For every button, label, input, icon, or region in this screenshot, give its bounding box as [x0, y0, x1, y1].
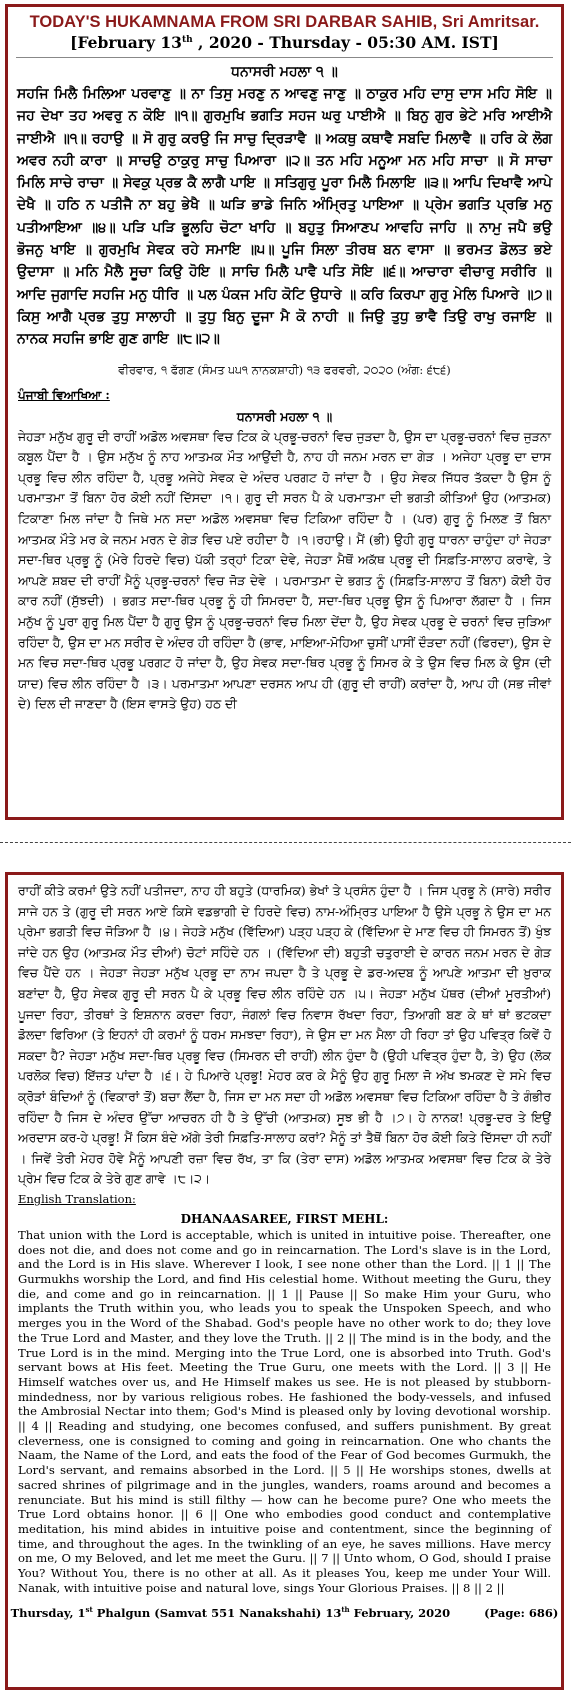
page-title: TODAY'S HUKAMNAMA FROM SRI DARBAR SAHIB, Sri Amritsar.: [29, 13, 540, 31]
english-heading: English Translation:: [18, 1191, 136, 1206]
footer-sup2: th: [341, 1605, 350, 1615]
punjabi-raag-heading: ਧਨਾਸਰੀ ਮਹਲਾ ੧ ॥: [236, 408, 333, 424]
date-sup: th: [181, 34, 193, 45]
gurbani-text: ਸਹਜਿ ਮਿਲੈ ਮਿਲਿਆ ਪਰਵਾਣੁ ॥ ਨਾ ਤਿਸੁ ਮਰਣੁ ਨ ਆਵਣੁ ਜਾਣੁ ॥ ਠਾਕੁਰ ਮਹਿ ਦਾਸੁ ਦਾਸ ਮਹਿ ਸੋਇ ॥ ਜਹ ਦੇਖਾ ਤਹ ਅਵਰੁ ਨ ਕੋਇ ॥੧॥ ਗੁਰਮੁਖਿ ਭਗਤਿ ਸਹਜ ਘਰੁ ਪਾਈਐ ॥ ਬਿਨੁ ਗੁਰ ਭੇਟੇ ਮਰਿ ਆਈਐ ਜਾਈਐ ॥੧॥ ਰਹਾਉ ॥ ਸੋ ਗੁਰੁ ਕਰਉ ਜਿ ਸਾਚੁ ਦ੍ਰਿੜਾਵੈ ॥ ਅਕਥੁ ਕਥਾਵੈ ਸਬਦਿ ਮਿਲਾਵੈ ॥ ਹਰਿ ਕੇ ਲੋਗ ਅਵਰ ਨਹੀ ਕਾਰਾ ॥ ਸਾਚਉ ਠਾਕੁਰੁ ਸਾਚੁ ਪਿਆਰਾ ॥੨॥ ਤਨ ਮਹਿ ਮਨੂਆ ਮਨ ਮਹਿ ਸਾਚਾ ॥ ਸੋ ਸਾਚਾ ਮਿਲਿ ਸਾਚੇ ਰਾਚਾ ॥ ਸੇਵਕੁ ਪ੍ਰਭ ਕੈ ਲਾਗੈ ਪਾਇ ॥ ਸਤਿਗੁਰੁ ਪੂਰਾ ਮਿਲੈ ਮਿਲਾਇ ॥੩॥ ਆਪਿ ਦਿਖਾਵੈ ਆਪੇ ਦੇਖੈ ॥ ਹਠਿ ਨ ਪਤੀਜੈ ਨਾ ਬਹੁ ਭੇਖੈ ॥ ਘੜਿ ਭਾਡੇ ਜਿਨਿ ਅੰਮ੍ਰਿਤੁ ਪਾਇਆ ॥ ਪ੍ਰੇਮ ਭਗਤਿ ਪ੍ਰਭਿ ਮਨੁ ਪਤੀਆਇਆ ॥੪॥ ਪੜਿ ਪੜਿ ਭੂਲਹਿ ਚੋਟਾ ਖਾਹਿ ॥ ਬਹੁਤੁ ਸਿਆਣਪ ਆਵਹਿ ਜਾਹਿ ॥ ਨਾਮੁ ਜਪੈ ਭਉ ਭੋਜਨੁ ਖਾਇ ॥ ਗੁਰਮੁਖਿ ਸੇਵਕ ਰਹੇ ਸਮਾਇ ॥੫॥ ਪੂਜਿ ਸਿਲਾ ਤੀਰਥ ਬਨ ਵਾਸਾ ॥ ਭਰਮਤ ਡੋਲਤ ਭਏ ਉਦਾਸਾ ॥ ਮਨਿ ਮੈਲੈ ਸੂਚਾ ਕਿਉ ਹੋਇ ॥ ਸਾਚਿ ਮਿਲੈ ਪਾਵੈ ਪਤਿ ਸੋਇ ॥੬॥ ਆਚਾਰਾ ਵੀਚਾਰੁ ਸਰੀਰਿ ॥ ਆਦਿ ਜੁਗਾਦਿ ਸਹਜਿ ਮਨੁ ਧੀਰਿ ॥ ਪਲ ਪੰਕਜ ਮਹਿ ਕੋਟਿ ਉਧਾਰੇ ॥ ਕਰਿ ਕਿਰਪਾ ਗੁਰੁ ਮੇਲਿ ਪਿਆਰੇ ॥੭॥ ਕਿਸੁ ਆਗੈ ਪ੍ਰਭ ਤੁਧੁ ਸਾਲਾਹੀ ॥ ਤੁਧੁ ਬਿਨੁ ਦੂਜਾ ਮੈ ਕੋ ਨਾਹੀ ॥ ਜਿਉ ਤੁਧੁ ਭਾਵੈ ਤਿਉ ਰਾਖੁ ਰਜਾਇ ॥ ਨਾਨਕ ਸਹਜਿ ਭਾਇ ਗੁਣ ਗਾਇ ॥੮॥੨॥: [17, 86, 552, 348]
gurbani-raag-heading: ਧਨਾਸਰੀ ਮਹਲਾ ੧ ॥: [231, 64, 338, 80]
hukamnama-page-1: [5, 4, 564, 820]
footer-post: Phalgun (Samvat 551 Nanakshahi) 13: [92, 1606, 342, 1621]
footer-page: (Page: 686): [484, 1606, 559, 1621]
gurbani-date-ang: ਵੀਰਵਾਰ, ੧ ਫੱਗਣ (ਸੰਮਤ ੫੫੧ ਨਾਨਕਸ਼ਾਹੀ) ੧੩ ਫਰਵਰੀ, ੨੦੨੦ (ਅੰਗ: ੬੮੬): [118, 362, 451, 377]
english-translation: That union with the Lord is acceptable, which is united in intuitive poise. Thereafter, one does not die, and does not come and go in reincarnation. The Lord's slave is in the Lord, and the Lord is in His slave. Wherever I look, I see none other than the Lord. || 1 || The Gurmukhs worship the Lord, and find His celestial home. Without meeting the Guru, they die, and come and go in reincarnation. || 1 || Pause || So make Him your Guru, who implants the Truth within you, who leads you to speak the Unspoken Speech, and who merges you in the Word of the Shabad. God's people have no other work to do; they love the True Lord and Master, and they love the Truth. || 2 || The mind is in the body, and the True Lord is in the mind. Merging into the True Lord, one is absorbed into Truth. God's servant bows at His feet. Meeting the True Guru, one meets with the Lord. || 3 || He Himself watches over us, and He Himself makes us see. He is not pleased by stubborn-mindedness, nor by various religious robes. He fashioned the body-vessels, and infused the Ambrosial Nectar into them; God's Mind is pleased only by loving devotional worship. || 4 || Reading and studying, one becomes confused, and suffers punishment. By great cleverness, one is consigned to coming and going in reincarnation. One who chants the Naam, the Name of the Lord, and eats the food of the Fear of God becomes Gurmukh, the Lord's servant, and remains absorbed in the Lord. || 5 || He worships stones, dwells at sacred shrines of pilgrimage and in the jungles, wanders, roams around and becomes a renunciate. But his mind is still filthy — how can he become pure? One who meets the True Lord obtains honor. || 6 || One who embodies good conduct and contemplative meditation, his mind abides in intuitive poise and contentment, since the beginning of time, and throughout the ages. In the twinkling of an eye, he saves millions. Have mercy on me, O my Beloved, and let me meet the Guru. || 7 || Unto whom, O God, should I praise You? Without You, there is no other at all. As it pleases You, keep me under Your Will. Nanak, with intuitive poise and natural love, sings Your Glorious Praises. || 8 || 2 ||: [18, 1227, 551, 1595]
punjabi-explanation-part2: ਰਾਹੀਂ ਕੀਤੇ ਕਰਮਾਂ ਉਤੇ ਨਹੀਂ ਪਤੀਜਦਾ, ਨਾਹ ਹੀ ਬਹੁਤੇ (ਧਾਰਮਿਕ) ਭੇਖਾਂ ਤੇ ਪ੍ਰਸੰਨ ਹੁੰਦਾ ਹੈ । ਜਿਸ ਪ੍ਰਭੂ ਨੇ (ਸਾਰੇ) ਸਰੀਰ ਸਾਜੇ ਹਨ ਤੇ (ਗੁਰੂ ਦੀ ਸਰਨ ਆਏ ਕਿਸੇ ਵਡਭਾਗੀ ਦੇ ਹਿਰਦੇ ਵਿਚ) ਨਾਮ-ਅੰਮ੍ਰਿਤ ਪਾਇਆ ਹੈ ਉਸੇ ਪ੍ਰਭੂ ਨੇ ਉਸ ਦਾ ਮਨ ਪ੍ਰੇਮਾ ਭਗਤੀ ਵਿਚ ਜੋੜਿਆ ਹੈ ।੪। ਜੇਹੜੇ ਮਨੁੱਖ (ਵਿੱਦਿਆ) ਪੜ੍ਹ ਪੜ੍ਹ ਕੇ (ਵਿੱਦਿਆ ਦੇ ਮਾਣ ਵਿਚ ਹੀ ਸਿਮਰਨ ਤੋਂ) ਖੁੰਝ ਜਾਂਦੇ ਹਨ ਉਹ (ਆਤਮਕ ਮੌਤ ਦੀਆਂ) ਚੋਟਾਂ ਸਹਿੰਦੇ ਹਨ । (ਵਿੱਦਿਆ ਦੀ) ਬਹੁਤੀ ਚਤੁਰਾਈ ਦੇ ਕਾਰਨ ਜਨਮ ਮਰਨ ਦੇ ਗੇੜ ਵਿਚ ਪੈਂਦੇ ਹਨ । ਜੇਹੜਾ ਜੇਹੜਾ ਮਨੁੱਖ ਪ੍ਰਭੂ ਦਾ ਨਾਮ ਜਪਦਾ ਹੈ ਤੇ ਪ੍ਰਭੂ ਦੇ ਡਰ-ਅਦਬ ਨੂੰ ਆਪਣੇ ਆਤਮਾ ਦੀ ਖ਼ੁਰਾਕ ਬਣਾਂਦਾ ਹੈ, ਉਹ ਸੇਵਕ ਗੁਰੂ ਦੀ ਸਰਨ ਪੈ ਕੇ ਪ੍ਰਭੂ ਵਿਚ ਲੀਨ ਰਹਿੰਦੇ ਹਨ ।੫। ਜੇਹੜਾ ਮਨੁੱਖ ਪੱਥਰ (ਦੀਆਂ ਮੂਰਤੀਆਂ) ਪੂਜਦਾ ਰਿਹਾ, ਤੀਰਥਾਂ ਤੇ ਇਸ਼ਨਾਨ ਕਰਦਾ ਰਿਹਾ, ਜੰਗਲਾਂ ਵਿਚ ਨਿਵਾਸ ਰੱਖਦਾ ਰਿਹਾ, ਤਿਆਗੀ ਬਣ ਕੇ ਥਾਂ ਥਾਂ ਭਟਕਦਾ ਡੋਲਦਾ ਫਿਰਿਆ (ਤੇ ਇਹਨਾਂ ਹੀ ਕਰਮਾਂ ਨੂੰ ਧਰਮ ਸਮਝਦਾ ਰਿਹਾ), ਜੇ ਉਸ ਦਾ ਮਨ ਮੈਲਾ ਹੀ ਰਿਹਾ ਤਾਂ ਉਹ ਪਵਿਤ੍ਰ ਕਿਵੇਂ ਹੋ ਸਕਦਾ ਹੈ? ਜੇਹੜਾ ਮਨੁੱਖ ਸਦਾ-ਥਿਰ ਪ੍ਰਭੂ ਵਿਚ (ਸਿਮਰਨ ਦੀ ਰਾਹੀਂ) ਲੀਨ ਹੁੰਦਾ ਹੈ (ਉਹੀ ਪਵਿਤ੍ਰ ਹੁੰਦਾ ਹੈ, ਤੇ) ਉਹ (ਲੋਕ ਪਰਲੋਕ ਵਿਚ) ਇੱਜ਼ਤ ਪਾਂਦਾ ਹੈ ।੬। ਹੇ ਪਿਆਰੇ ਪ੍ਰਭੂ! ਮੇਹਰ ਕਰ ਕੇ ਮੈਨੂੰ ਉਹ ਗੁਰੂ ਮਿਲਾ ਜੋ ਅੱਖ ਝਮਕਣ ਦੇ ਸਮੇ ਵਿਚ ਕ੍ਰੋੜਾਂ ਬੰਦਿਆਂ ਨੂੰ (ਵਿਕਾਰਾਂ ਤੋਂ) ਬਚਾ ਲੈਂਦਾ ਹੈ, ਜਿਸ ਦਾ ਮਨ ਸਦਾ ਹੀ ਅਡੋਲ ਅਵਸਥਾ ਵਿਚ ਟਿਕਿਆ ਰਹਿੰਦਾ ਹੈ ਤੇ ਗੰਭੀਰ ਰਹਿੰਦਾ ਹੈ ਜਿਸ ਦੇ ਅੰਦਰ ਉੱਚਾ ਆਚਰਨ ਹੀ ਹੈ ਤੇ ਉੱਚੀ (ਆਤਮਕ) ਸੂਝ ਭੀ ਹੈ ।੭। ਹੇ ਨਾਨਕ! ਪ੍ਰਭੂ-ਦਰ ਤੇ ਇਉਂ ਅਰਦਾਸ ਕਰ-ਹੇ ਪ੍ਰਭੂ! ਮੈਂ ਕਿਸ ਬੰਦੇ ਅੱਗੇ ਤੇਰੀ ਸਿਫ਼ਤਿ-ਸਾਲਾਹ ਕਰਾਂ? ਮੈਨੂੰ ਤਾਂ ਤੈਥੋਂ ਬਿਨਾ ਹੋਰ ਕੋਈ ਕਿਤੇ ਦਿੱਸਦਾ ਹੀ ਨਹੀਂ । ਜਿਵੇਂ ਤੇਰੀ ਮੇਹਰ ਹੋਵੇ ਮੈਨੂੰ ਆਪਣੀ ਰਜ਼ਾ ਵਿਚ ਰੱਖ, ਤਾ ਕਿ (ਤੇਰਾ ਦਾਸ) ਅਡੋਲ ਆਤਮਕ ਅਵਸਥਾ ਵਿਚ ਟਿਕ ਕੇ ਤੇਰੇ ਪ੍ਰੇਮ ਵਿਚ ਟਿਕ ਕੇ ਤੇਰੇ ਗੁਣ ਗਾਵੇ ।੮।੨।: [18, 884, 551, 1187]
footer-sup: st: [85, 1605, 93, 1615]
footer-post2: February, 2020: [349, 1606, 451, 1621]
date-pre: [February 13: [70, 33, 182, 52]
footer-date: [8, 1605, 561, 1620]
divider: [16, 57, 553, 58]
punjabi-explanation-part1: ਜੇਹੜਾ ਮਨੁੱਖ ਗੁਰੂ ਦੀ ਰਾਹੀਂ ਅਡੋਲ ਅਵਸਥਾ ਵਿਚ ਟਿਕ ਕੇ ਪ੍ਰਭੂ-ਚਰਨਾਂ ਵਿਚ ਜੁੜਦਾ ਹੈ, ਉਸ ਦਾ ਪ੍ਰਭੂ-ਚਰਨਾਂ ਵਿਚ ਜੁੜਨਾ ਕਬੂਲ ਪੈਂਦਾ ਹੈ । ਉਸ ਮਨੁੱਖ ਨੂੰ ਨਾਹ ਆਤਮਕ ਮੌਤ ਆਉਂਦੀ ਹੈ, ਨਾਹ ਹੀ ਜਨਮ ਮਰਨ ਦਾ ਗੇੜ । ਅਜੇਹਾ ਪ੍ਰਭੂ ਦਾ ਦਾਸ ਪ੍ਰਭੂ ਵਿਚ ਲੀਨ ਰਹਿੰਦਾ ਹੈ, ਪ੍ਰਭੂ ਅਜੇਹੇ ਸੇਵਕ ਦੇ ਅੰਦਰ ਪਰਗਟ ਹੋ ਜਾਂਦਾ ਹੈ । ਉਹ ਸੇਵਕ ਜਿੱਧਰ ਤੱਕਦਾ ਹੈ ਉਸ ਨੂੰ ਪਰਮਾਤਮਾ ਤੋਂ ਬਿਨਾ ਹੋਰ ਕੋਈ ਨਹੀਂ ਦਿੱਸਦਾ ।੧। ਗੁਰੂ ਦੀ ਸਰਨ ਪੈ ਕੇ ਪਰਮਾਤਮਾ ਦੀ ਭਗਤੀ ਕੀਤਿਆਂ ਉਹ (ਆਤਮਕ) ਟਿਕਾਣਾ ਮਿਲ ਜਾਂਦਾ ਹੈ ਜਿਥੇ ਮਨ ਸਦਾ ਅਡੋਲ ਅਵਸਥਾ ਵਿਚ ਟਿਕਿਆ ਰਹਿੰਦਾ ਹੈ । (ਪਰ) ਗੁਰੂ ਨੂੰ ਮਿਲਣ ਤੋਂ ਬਿਨਾ ਆਤਮਕ ਮੌਤੇ ਮਰ ਕੇ ਜਨਮ ਮਰਨ ਦੇ ਗੇੜ ਵਿਚ ਪਏ ਰਹੀਦਾ ਹੈ ।੧।ਰਹਾਉ। ਮੈਂ (ਭੀ) ਉਹੀ ਗੁਰੂ ਧਾਰਨਾ ਚਾਹੁੰਦਾ ਹਾਂ ਜੇਹੜਾ ਸਦਾ-ਥਿਰ ਪ੍ਰਭੂ ਨੂੰ (ਮੇਰੇ ਹਿਰਦੇ ਵਿਚ) ਪੱਕੀ ਤਰ੍ਹਾਂ ਟਿਕਾ ਦੇਵੇ, ਜੇਹੜਾ ਮੈਥੋਂ ਅਕੱਥ ਪ੍ਰਭੂ ਦੀ ਸਿਫ਼ਤਿ-ਸਾਲਾਹ ਕਰਾਵੇ, ਤੇ ਆਪਣੇ ਸ਼ਬਦ ਦੀ ਰਾਹੀਂ ਮੈਨੂੰ ਪ੍ਰਭੂ-ਚਰਨਾਂ ਵਿਚ ਜੋੜ ਦੇਵੇ । ਪਰਮਾਤਮਾ ਦੇ ਭਗਤ ਨੂੰ (ਸਿਫ਼ਤਿ-ਸਾਲਾਹ ਤੋਂ ਬਿਨਾ) ਕੋਈ ਹੋਰ ਕਾਰ ਨਹੀਂ (ਸੁੱਝਦੀ) । ਭਗਤ ਸਦਾ-ਥਿਰ ਪ੍ਰਭੂ ਨੂੰ ਹੀ ਸਿਮਰਦਾ ਹੈ, ਸਦਾ-ਥਿਰ ਪ੍ਰਭੂ ਉਸ ਨੂੰ ਪਿਆਰਾ ਲੱਗਦਾ ਹੈ । ਜਿਸ ਮਨੁੱਖ ਨੂੰ ਪੂਰਾ ਗੁਰੂ ਮਿਲ ਪੈਂਦਾ ਹੈ ਗੁਰੂ ਉਸ ਨੂੰ ਪ੍ਰਭੂ-ਚਰਨਾਂ ਵਿਚ ਮਿਲਾ ਦੇਂਦਾ ਹੈ, ਉਹ ਸੇਵਕ ਪ੍ਰਭੂ ਦੇ ਚਰਨਾਂ ਵਿਚ ਜੁੜਿਆ ਰਹਿੰਦਾ ਹੈ, ਉਸ ਦਾ ਮਨ ਸਰੀਰ ਦੇ ਅੰਦਰ ਹੀ ਰਹਿੰਦਾ ਹੈ (ਭਾਵ, ਮਾਇਆ-ਮੋਹਿਆ ਚੁਸੀਂ ਪਾਸੀਂ ਦੌੜਦਾ ਨਹੀਂ (ਫਿਰਦਾ), ਉਸ ਦੇ ਮਨ ਵਿਚ ਸਦਾ-ਥਿਰ ਪ੍ਰਭੂ ਪਰਗਟ ਹੋ ਜਾਂਦਾ ਹੈ, ਉਹ ਸੇਵਕ ਸਦਾ-ਥਿਰ ਪ੍ਰਭੂ ਨੂੰ ਸਿਮਰ ਕੇ ਤੇ ਉਸ ਵਿਚ ਮਿਲ ਕੇ ਉਸ (ਦੀ ਯਾਦ) ਵਿਚ ਲੀਨ ਰਹਿੰਦਾ ਹੈ ।੩। ਪਰਮਾਤਮਾ ਆਪਣਾ ਦਰਸਨ ਆਪ ਹੀ (ਗੁਰੂ ਦੀ ਰਾਹੀਂ) ਕਰਾਂਦਾ ਹੈ, ਆਪ ਹੀ (ਸਭ ਜੀਵਾਂ ਦੇ) ਦਿਲ ਦੀ ਜਾਣਦਾ ਹੈ (ਇਸ ਵਾਸਤੇ ਉਹ) ਹਠ ਦੀ: [18, 429, 551, 712]
footer-pre: Thursday, 1: [10, 1606, 86, 1621]
english-raag-title: DHANAASAREE, FIRST MEHL:: [180, 1211, 389, 1226]
date-line: [8, 33, 561, 52]
hukamnama-page-2: [5, 872, 564, 1690]
punjabi-heading: ਪੰਜਾਬੀ ਵਿਆਖਿਆ :: [18, 387, 110, 402]
date-post: , 2020 - Thursday - 05:30 AM. IST]: [192, 33, 499, 52]
page-separator: [0, 842, 571, 843]
